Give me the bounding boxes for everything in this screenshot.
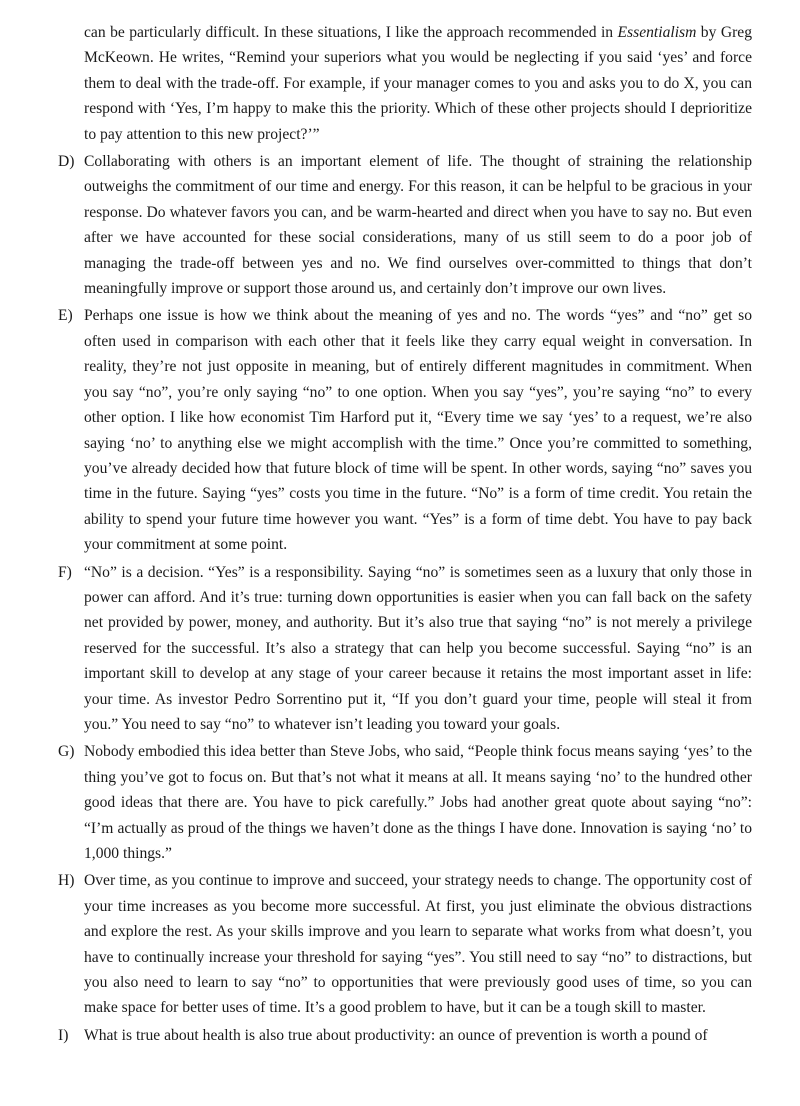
book-title: Essentialism [617, 24, 697, 41]
paragraph-label: F) [58, 563, 72, 581]
paragraph-text: “No” is a decision. “Yes” is a responsibility. Saying “no” is sometimes seen as a luxury that only those in power can afford. And it’s true: turning down opportunities is easier when you can fall back on the safety net provided by power, money, and authority. But it’s also true that saying “no” is not merely a privilege reserved for the successful. It’s also a strategy that can help you become successful. Saying “no” is an important skill to develop at any stage of your career because it retains the most important asset in life: your time. As investor Pedro Sorrentino put it, “If you don’t guard your time, people will steal it from you.” You need to say “no” to whatever isn’t leading you toward your goals. [84, 563, 752, 733]
paragraph-text: What is true about health is also true about productivity: an ounce of prevention is worth a pound of [84, 1026, 708, 1044]
paragraph-label: G) [58, 743, 75, 761]
paragraph-i [34, 1023, 752, 1048]
paragraph-d [34, 149, 752, 301]
paragraph-text: can be particularly difficult. In these situations, I like the approach recommended in [84, 24, 618, 41]
paragraph-g [34, 739, 752, 866]
paragraph-text: Collaborating with others is an important element of life. The thought of straining the relationship outweighs the commitment of our time and energy. For this reason, it can be helpful to be gracious in your response. Do whatever favors you can, and be warm-hearted and direct when you have to say no. But even after we have accounted for these social considerations, many of us still seem to do a poor job of managing the trade-off between yes and no. We find ourselves over-committed to things that don’t meaningfully improve or support those around us, and certainly don’t improve our own lives. [84, 153, 752, 298]
paragraph-c-continued [34, 20, 752, 147]
paragraph-text: Over time, as you continue to improve and succeed, your strategy needs to change. The opportunity cost of your time increases as you become more successful. At first, you just eliminate the obvious distractions and explore the rest. As your skills improve and you learn to separate what works from what doesn’t, you have to continually increase your threshold for saying “yes”. You still need to say “no” to distractions, but you also need to learn to say “no” to opportunities that were previously good uses of time, so you can make space for better uses of time. It’s a good problem to have, but it can be a tough skill to master. [84, 872, 752, 1017]
paragraph-label: I) [58, 1026, 69, 1044]
paragraph-label: D) [58, 153, 75, 171]
paragraph-h [34, 868, 752, 1020]
paragraph-e [34, 303, 752, 557]
paragraph-label: H) [58, 872, 75, 890]
paragraph-text: by Greg McKeown. He writes, “Remind your superiors what you would be neglecting if you said ‘yes’ and force them to deal with the trade-off. For example, if your manager comes to you and asks you to do X, you can respond with ‘Yes, I’m happy to make this the priority. Which of these other projects should I deprioritize to pay attention to this new project?’” [84, 24, 752, 143]
paragraph-f [34, 560, 752, 738]
paragraph-text: Nobody embodied this idea better than Steve Jobs, who said, “People think focus means saying ‘yes’ to the thing you’ve got to focus on. But that’s not what it means at all. It means saying ‘no’ to the hundred other good ideas that there are. You have to pick carefully.” Jobs had another great quote about saying “no”: “I’m actually as proud of the things we haven’t done as the things I have done. Innovation is saying ‘no’ to 1,000 things.” [84, 743, 752, 862]
paragraph-label: E) [58, 307, 73, 325]
paragraph-text: Perhaps one issue is how we think about the meaning of yes and no. The words “yes” and “no” get so often used in comparison with each other that it feels like they carry equal weight in conversation. In reality, they’re not just opposite in meaning, but of entirely different magnitudes in commitment. When you say “no”, you’re only saying “no” to one option. When you say “yes”, you’re saying “no” to every other option. I like how economist Tim Harford put it, “Every time we say ‘yes’ to a request, we’re also saying ‘no’ to anything else we might accomplish with the time.” Once you’re committed to something, you’ve already decided how that future block of time will be spent. In other words, saying “no” saves you time in the future. Saying “yes” costs you time in the future. “No” is a form of time credit. You retain the ability to spend your future time however you want. “Yes” is a form of time debt. You have to pay back your commitment at some point. [84, 307, 752, 554]
